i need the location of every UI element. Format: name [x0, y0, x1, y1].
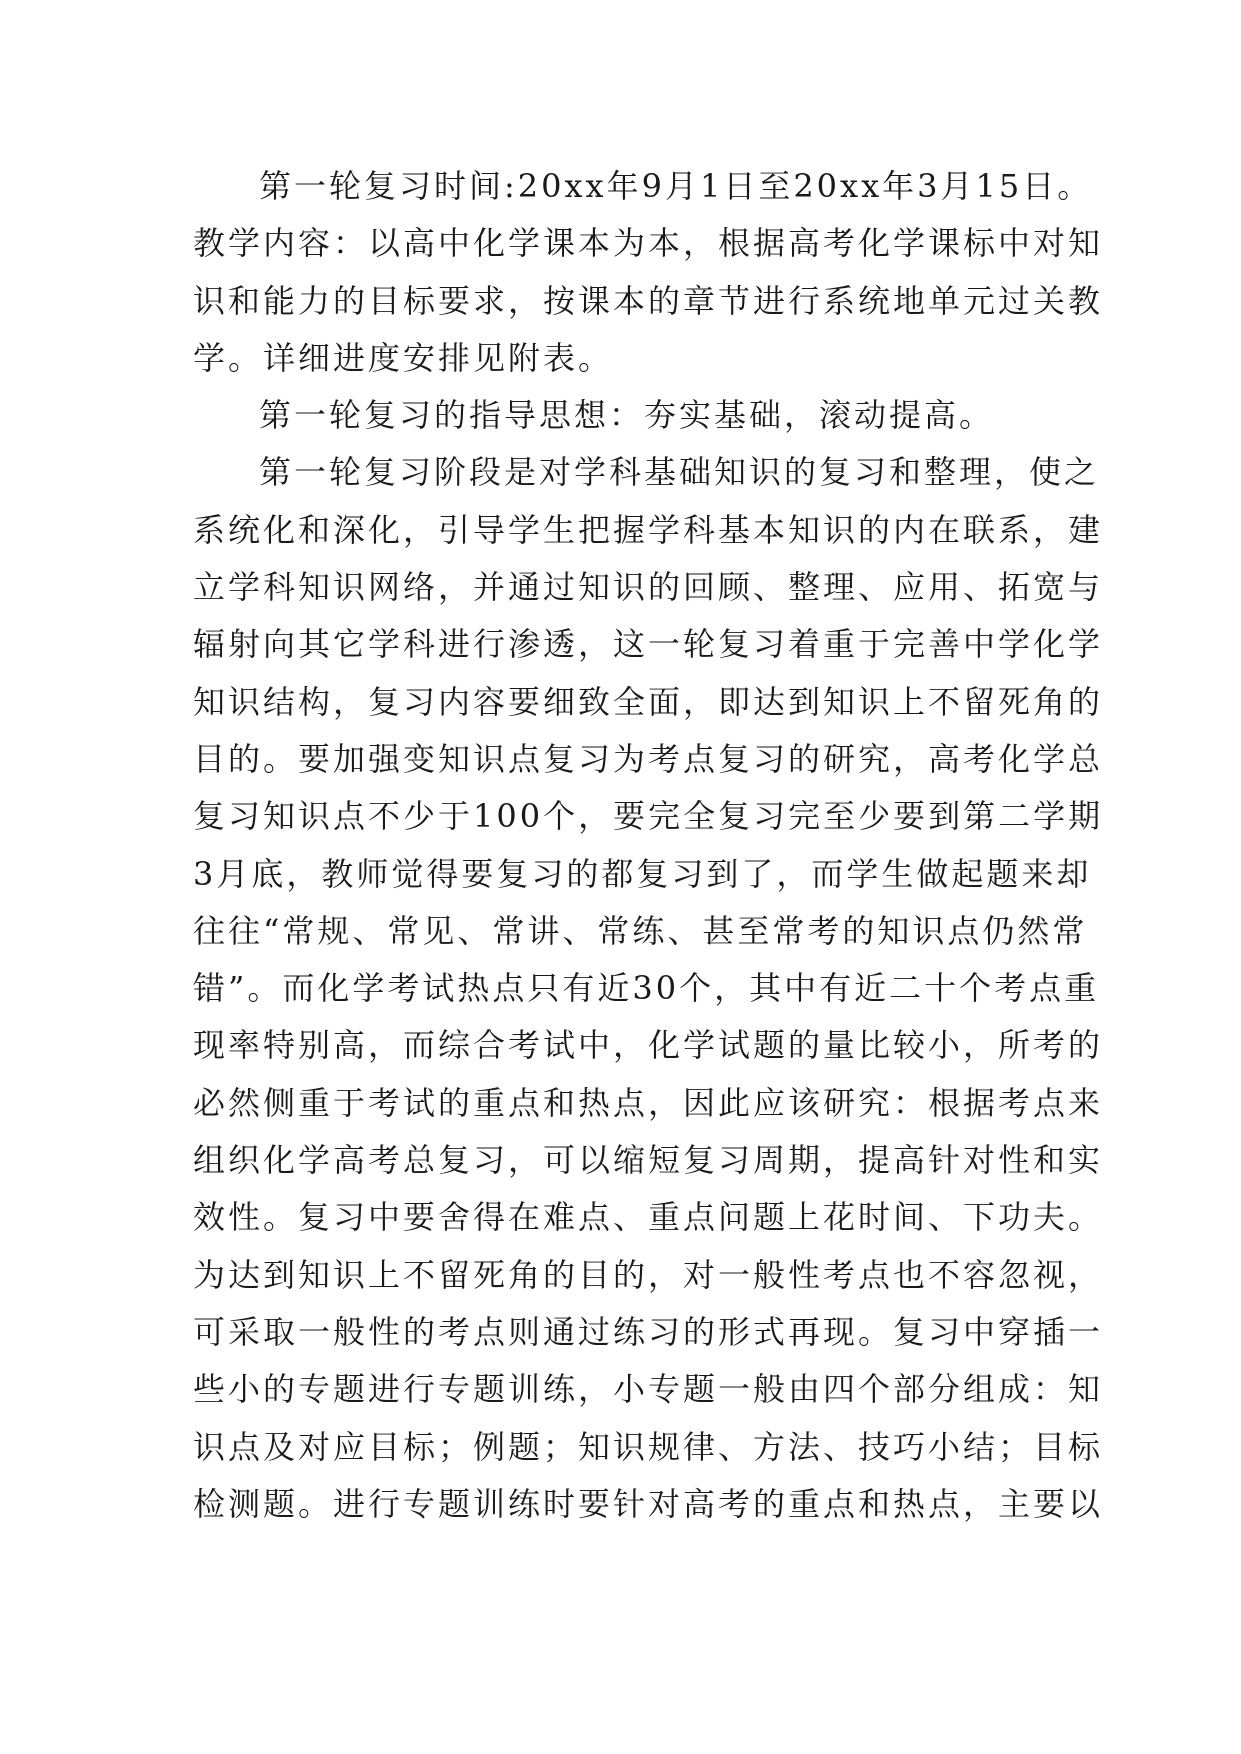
text-line: 目的。要加强变知识点复习为考点复习的研究，高考化学总: [193, 739, 1104, 778]
text-line: 必然侧重于考试的重点和热点，因此应该研究：根据考点来: [193, 1083, 1104, 1122]
text-line: 复习知识点不少于100个，要完全复习完至少要到第二学期: [193, 797, 1104, 836]
text-line: 辐射向其它学科进行渗透，这一轮复习着重于完善中学化学: [193, 625, 1104, 664]
text-line: 教学内容：以高中化学课本为本，根据高考化学课标中对知: [193, 224, 1104, 263]
text-line: 现率特别高，而综合考试中，化学试题的量比较小，所考的: [193, 1026, 1104, 1065]
text-line: 立学科知识网络，并通过知识的回顾、整理、应用、拓宽与: [193, 568, 1104, 607]
text-line: 效性。复习中要舍得在难点、重点问题上花时间、下功夫。: [193, 1198, 1104, 1237]
body-text: [193, 158, 1104, 1533]
text-line: 第一轮复习阶段是对学科基础知识的复习和整理，使之: [259, 453, 1100, 492]
text-line: 识和能力的目标要求，按课本的章节进行系统地单元过关教: [193, 281, 1104, 320]
text-line: 可采取一般性的考点则通过练习的形式再现。复习中穿插一: [193, 1312, 1104, 1351]
text-line: 知识结构，复习内容要细致全面，即达到知识上不留死角的: [193, 682, 1104, 721]
text-line: 为达到知识上不留死角的目的，对一般性考点也不容忽视，: [193, 1255, 1104, 1294]
text-line: 系统化和深化，引导学生把握学科基本知识的内在联系，建: [193, 510, 1104, 549]
text-line: 组织化学高考总复习，可以缩短复习周期，提高针对性和实: [193, 1141, 1104, 1180]
text-line: 往往“常规、常见、常讲、常练、甚至常考的知识点仍然常: [193, 911, 1088, 950]
text-line: 第一轮复习时间:20xx年9月1日至20xx年3月15日。: [259, 167, 1093, 205]
text-line: 错”。而化学考试热点只有近30个，其中有近二十个考点重: [193, 969, 1100, 1008]
text-line: 第一轮复习的指导思想：夯实基础，滚动提高。: [259, 396, 995, 435]
text-line: 检测题。进行专题训练时要针对高考的重点和热点，主要以: [193, 1484, 1104, 1523]
text-line: 些小的专题进行专题训练，小专题一般由四个部分组成：知: [193, 1370, 1104, 1409]
text-line: 识点及对应目标；例题；知识规律、方法、技巧小结；目标: [193, 1427, 1104, 1466]
text-line: 学。详细进度安排见附表。: [193, 338, 614, 377]
text-line: 3月底，教师觉得要复习的都复习到了，而学生做起题来却: [193, 854, 1092, 893]
